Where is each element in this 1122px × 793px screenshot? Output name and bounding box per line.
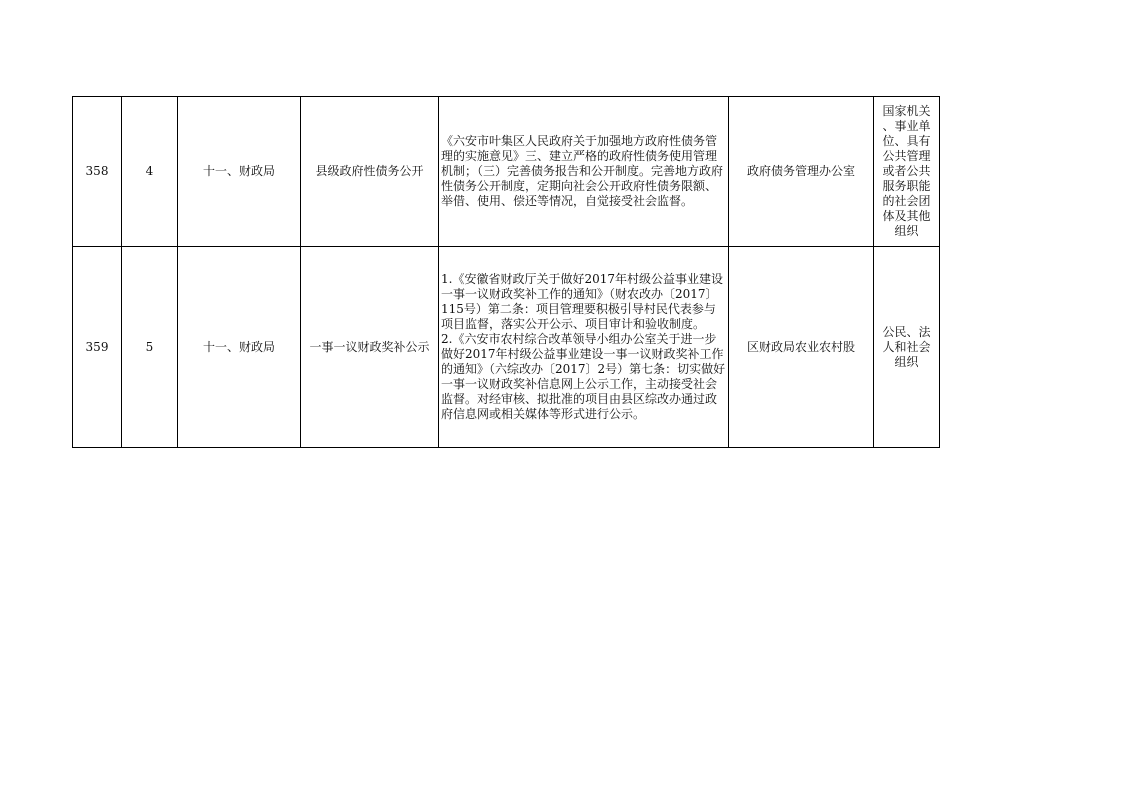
- table-row: [73, 97, 940, 247]
- responsible-unit-cell: 区财政局农业农村股: [729, 247, 874, 448]
- department-cell: 十一、财政局: [178, 97, 301, 247]
- sequence-cell: 5: [122, 247, 178, 448]
- sequence-cell: 4: [122, 97, 178, 247]
- legal-basis-cell: 《六安市叶集区人民政府关于加强地方政府性债务管理的实施意见》三、建立严格的政府性债务使用管理机制；（三）完善债务报告和公开制度。完善地方政府性债务公开制度，定期向社会公开政府性债务限额、举借、使用、偿还等情况，自觉接受社会监督。: [439, 97, 729, 247]
- table-row: [73, 247, 940, 448]
- row-number-cell: 359: [73, 247, 122, 448]
- legal-basis-cell: 1.《安徽省财政厅关于做好2017年村级公益事业建设一事一议财政奖补工作的通知》（财农改办〔2017〕115号）第二条：项目管理要积极引导村民代表参与项目监督，落实公开公示、项目审计和验收制度。 2.《六安市农村综合改革领导小组办公室关于进一步做好2017年村级公益事业建设一事一议财政奖补工作的通知》（六综改办〔2017〕2号）第七条：切实做好一事一议财政奖补信息网上公示工作，主动接受社会监督。对经审核、拟批准的项目由县区综改办通过政府信息网或相关媒体等形式进行公示。: [439, 247, 729, 448]
- target-subject-cell: 公民、法 人和社会 组织: [874, 247, 940, 448]
- item-name-cell: 一事一议财政奖补公示: [301, 247, 439, 448]
- row-number-cell: 358: [73, 97, 122, 247]
- target-subject-cell: 国家机关 、事业单 位、具有 公共管理 或者公共 服务职能 的社会团 体及其他 组织: [874, 97, 940, 247]
- item-name-cell: 县级政府性债务公开: [301, 97, 439, 247]
- department-cell: 十一、财政局: [178, 247, 301, 448]
- disclosure-table: [72, 96, 940, 448]
- responsible-unit-cell: 政府债务管理办公室: [729, 97, 874, 247]
